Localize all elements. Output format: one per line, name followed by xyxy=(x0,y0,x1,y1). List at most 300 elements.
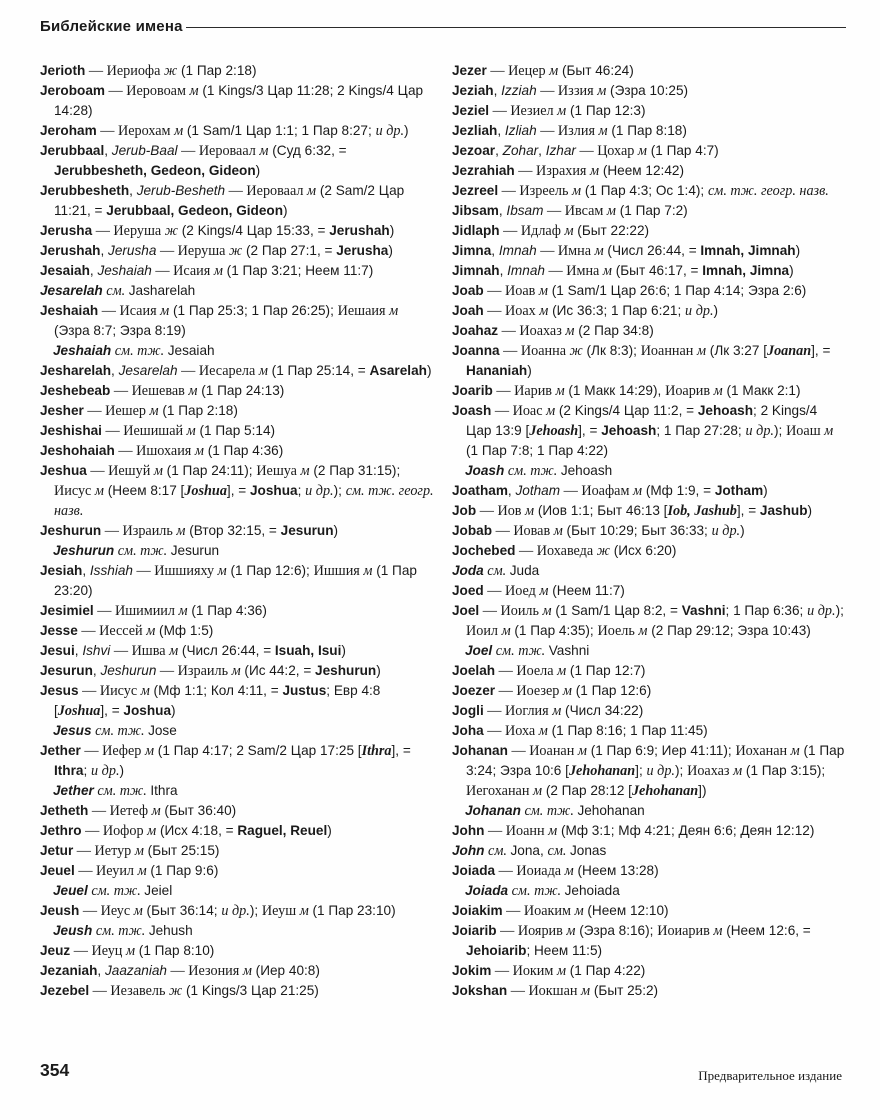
entry-headword: Joed xyxy=(452,583,484,598)
entry-reference: (Лк 3:27 [ xyxy=(706,343,767,358)
entry-reference: ) xyxy=(119,763,125,778)
entry-label: м xyxy=(213,263,223,279)
dictionary-entry xyxy=(452,681,846,701)
entry-kjv-form: Jehoash xyxy=(529,423,579,439)
entry-reference: ]; xyxy=(635,763,647,778)
entry-reference: Vashni xyxy=(548,643,590,658)
dictionary-entry xyxy=(40,381,434,401)
dictionary-entry xyxy=(452,61,846,81)
entry-russian-name: — Иериофа xyxy=(85,63,164,79)
entry-reference: ) xyxy=(341,643,346,658)
entry-headword: Jezreel xyxy=(452,183,499,198)
entry-headword: Jeziah xyxy=(452,83,494,98)
entry-reference: ) xyxy=(389,223,395,238)
entry-label: и др. xyxy=(685,303,714,319)
entry-russian-name: Иеуш xyxy=(261,903,300,919)
entry-cross-reference: Hananiah xyxy=(466,363,528,378)
entry-reference: (1 Пар 4:3; Ос 1:4); xyxy=(581,183,708,198)
entry-cross-reference: Raguel, Reuel xyxy=(237,823,328,838)
entry-reference: (Быт 36:14; xyxy=(142,903,222,918)
dictionary-entry xyxy=(40,901,434,921)
see-also-entry xyxy=(53,881,434,901)
dictionary-entry xyxy=(40,81,434,121)
entry-reference: (1 Пар 12:6) xyxy=(571,683,652,698)
dictionary-entry xyxy=(452,721,846,741)
entry-cross-reference: Jehoash xyxy=(697,403,754,418)
entry-label: м xyxy=(532,783,543,799)
entry-reference: , xyxy=(493,83,502,98)
dictionary-entry xyxy=(40,261,434,281)
entry-reference: (Неем 13:28) xyxy=(573,863,659,878)
entry-russian-name: — Иезиел xyxy=(489,103,558,119)
entry-russian-name: — Иоед xyxy=(483,583,540,599)
entry-kjv-form: Jehohanan xyxy=(631,783,699,799)
entry-russian-name: Иегоханан xyxy=(466,783,533,799)
page-header-title: Библейские имена xyxy=(40,18,183,35)
entry-headword: Jezrahiah xyxy=(452,163,515,178)
entry-russian-name: — Исаия xyxy=(98,303,161,319)
entry-label: и др. xyxy=(646,763,675,779)
dictionary-entry xyxy=(452,921,846,961)
dictionary-entry xyxy=(40,401,434,421)
entry-cross-reference: Jehoiarib xyxy=(466,943,527,958)
entry-russian-name: — Исаия xyxy=(151,263,214,279)
entry-headword: Joash xyxy=(465,463,505,478)
entry-reference: ; 1 Пар 6:36; xyxy=(725,603,808,618)
entry-label: м xyxy=(577,743,587,759)
entry-reference: (1 Пар 24:11); xyxy=(162,463,257,478)
dictionary-entry xyxy=(40,521,434,541)
entry-russian-name: — Изреель xyxy=(498,183,573,199)
entry-variant-name: Jerub-Baal xyxy=(111,143,178,158)
entry-reference: ); xyxy=(674,763,688,778)
entry-russian-name: — Иоаким xyxy=(502,903,575,919)
entry-reference: (2 Пар 28:12 [ xyxy=(542,783,632,798)
entry-label: м xyxy=(153,463,163,479)
entry-label: см. тж. xyxy=(87,883,145,899)
entry-cross-reference: Justus xyxy=(282,683,327,698)
entry-reference: (Быт 36:40) xyxy=(160,803,237,818)
entry-reference: ], = xyxy=(578,423,602,438)
entry-reference: (1 Пар 12:7) xyxy=(566,663,646,678)
entry-reference: (Ис 44:2, = xyxy=(240,663,316,678)
entry-reference: ) xyxy=(795,243,801,258)
entry-headword: John xyxy=(452,843,485,858)
entry-reference: (1 Пар 5:14) xyxy=(195,423,276,438)
see-also-entry xyxy=(465,881,846,901)
entry-headword: Jeshurun xyxy=(53,543,115,558)
entry-reference: (1 Kings/3 Цар 11:28; 2 Kings/4 Цар 14:28) xyxy=(54,83,424,118)
dictionary-entry xyxy=(452,221,846,241)
entry-reference: (2 Пар 34:8) xyxy=(574,323,654,338)
entry-headword: Jerubbaal xyxy=(40,143,105,158)
entry-reference: , xyxy=(491,243,499,258)
entry-cross-reference: Ithra xyxy=(54,763,84,778)
dictionary-entry xyxy=(40,301,434,341)
entry-cross-reference: Jesurun xyxy=(280,523,334,538)
entry-reference: (1 Пар 9:6) xyxy=(146,863,219,878)
entry-label: и др. xyxy=(305,483,334,499)
entry-russian-name: — Иероваал xyxy=(177,143,260,159)
entry-variant-name: Jeshaiah xyxy=(97,263,152,278)
entry-headword: Jesaiah xyxy=(40,263,90,278)
entry-label: м xyxy=(186,423,196,439)
entry-label: ж xyxy=(169,983,183,999)
entry-label: м xyxy=(553,523,563,539)
dictionary-entry xyxy=(40,741,434,781)
entry-russian-name: — Иоах xyxy=(483,303,540,319)
entry-variant-name: Jerusha xyxy=(108,243,157,258)
entry-label: м xyxy=(581,983,591,999)
entry-headword: Joah xyxy=(452,303,484,318)
entry-russian-name: Иоаш xyxy=(786,423,825,439)
entry-russian-name: — Иоким xyxy=(491,963,557,979)
entry-cross-reference: Jerusha xyxy=(336,243,389,258)
entry-russian-name: — Ивсам xyxy=(543,203,607,219)
entry-headword: Jerusha xyxy=(40,223,93,238)
entry-reference: , xyxy=(74,643,83,658)
entry-label: см. тж. xyxy=(520,803,578,819)
entry-reference: (Неем 11:7) xyxy=(548,583,625,598)
entry-reference: (Быт 25:2) xyxy=(590,983,659,998)
dictionary-entry xyxy=(452,401,846,461)
entry-variant-name: Izhar xyxy=(545,143,576,158)
entry-reference: ) xyxy=(740,523,745,538)
entry-label: м xyxy=(572,183,582,199)
entry-russian-name: — Иесарела xyxy=(177,363,259,379)
entry-russian-name: Иисус xyxy=(54,483,95,499)
entry-russian-name: — Иоанн xyxy=(484,823,549,839)
entry-headword: Joiarib xyxy=(452,923,497,938)
entry-reference: (1 Пар 4:17; 2 Sam/2 Цар 17:25 [ xyxy=(154,743,362,758)
entry-label: м xyxy=(259,143,269,159)
dictionary-entry xyxy=(452,541,846,561)
dictionary-entry xyxy=(452,141,846,161)
entry-variant-name: Jerub-Besheth xyxy=(136,183,226,198)
entry-cross-reference: Jerubbaal, Gedeon, Gideon xyxy=(106,203,284,218)
dictionary-entry xyxy=(452,521,846,541)
entry-headword: Jeroboam xyxy=(40,83,105,98)
entry-label: м xyxy=(300,463,310,479)
entry-russian-name: — Иешевав xyxy=(110,383,189,399)
entry-headword: Joel xyxy=(465,643,493,658)
entry-variant-name: Jaazaniah xyxy=(104,963,167,978)
entry-russian-name: — Иеус xyxy=(79,903,134,919)
entry-reference: (Быт 46:17, = xyxy=(611,263,703,278)
dictionary-entry xyxy=(40,821,434,841)
entry-cross-reference: Jerushah xyxy=(329,223,390,238)
entry-reference: ); xyxy=(249,903,262,918)
entry-reference: (Неем 8:17 [ xyxy=(103,483,185,498)
entry-reference: (1 Пар 24:13) xyxy=(197,383,285,398)
entry-reference: ]) xyxy=(698,783,707,798)
entry-label: м xyxy=(638,623,648,639)
entry-reference: (Иер 40:8) xyxy=(251,963,320,978)
entry-reference: ], = xyxy=(391,743,411,758)
entry-label: м xyxy=(125,943,136,959)
dictionary-entry xyxy=(452,301,846,321)
entry-headword: Jezliah xyxy=(452,123,498,138)
dictionary-entry xyxy=(40,601,434,621)
entry-label: м xyxy=(189,83,199,99)
entry-headword: Jeshohaiah xyxy=(40,443,115,458)
entry-label: м xyxy=(538,723,548,739)
dictionary-entry xyxy=(452,341,846,381)
entry-reference: Juda xyxy=(509,563,540,578)
entry-russian-name: — Имна xyxy=(536,243,595,259)
entry-russian-name: — Иоярив xyxy=(496,923,567,939)
entry-reference: (1 Пар 7:2) xyxy=(615,203,688,218)
entry-cross-reference: Asarelah xyxy=(369,363,427,378)
page-header xyxy=(40,18,846,35)
entry-russian-name: — Имна xyxy=(544,263,603,279)
entry-reference: , xyxy=(499,263,508,278)
entry-label: ж xyxy=(163,63,178,79)
entry-reference: (1 Пар 12:6); xyxy=(226,563,314,578)
entry-reference: ) xyxy=(327,823,332,838)
dictionary-entry xyxy=(452,281,846,301)
entry-russian-name: — Иеруша xyxy=(156,243,229,259)
entry-cross-reference: Imnah, Jimnah xyxy=(700,243,796,258)
entry-headword: Jerushah xyxy=(40,243,101,258)
entry-headword: Jeshua xyxy=(40,463,87,478)
entry-label: м xyxy=(542,603,552,619)
entry-reference: (1 Пар 6:9; Иер 41:11); xyxy=(586,743,736,758)
entry-headword: Jesharelah xyxy=(40,363,112,378)
entry-headword: Jimna xyxy=(452,243,492,258)
entry-russian-name: — Иеруша xyxy=(92,223,165,239)
entry-label: м xyxy=(169,643,179,659)
entry-label: м xyxy=(178,603,188,619)
entry-cross-reference: Jashub xyxy=(759,503,808,518)
entry-reference: (2 Sam/2 Цар 11:21, = xyxy=(54,183,405,218)
entry-headword: Jeuel xyxy=(40,863,75,878)
entry-russian-name: — Иисус xyxy=(78,683,141,699)
entry-reference: (1 Пар 8:16; 1 Пар 11:45) xyxy=(547,723,708,738)
entry-reference: ); xyxy=(333,483,346,498)
entry-russian-name: Ишшия xyxy=(313,563,364,579)
entry-label: м xyxy=(556,963,566,979)
entry-label: м xyxy=(552,703,562,719)
entry-reference: ; 2 Kings/4 Цар 13:9 [ xyxy=(466,403,818,438)
entry-russian-name: — Иззия xyxy=(536,83,598,99)
entry-reference: , xyxy=(538,143,546,158)
entry-reference: , xyxy=(498,203,507,218)
entry-reference: (1 Пар 25:14, = xyxy=(267,363,370,378)
entry-headword: Jobab xyxy=(452,523,493,538)
entry-russian-name: — Иероваал xyxy=(225,183,307,199)
entry-reference: (Мф 3:1; Мф 4:21; Деян 6:6; Деян 12:12) xyxy=(557,823,815,838)
entry-headword: Jeuel xyxy=(53,883,88,898)
entry-russian-name: — Иетеф xyxy=(88,803,152,819)
entry-reference: ) xyxy=(763,483,768,498)
entry-russian-name: — Ишшияху xyxy=(132,563,218,579)
entry-headword: Johanan xyxy=(465,803,521,818)
entry-headword: Joiada xyxy=(452,863,496,878)
entry-reference: ) xyxy=(333,523,339,538)
entry-headword: Jesus xyxy=(53,723,92,738)
entry-reference: (2 Пар 27:1, = xyxy=(242,243,337,258)
entry-label: м xyxy=(501,623,511,639)
dictionary-entry xyxy=(40,801,434,821)
entry-label: см. xyxy=(547,843,570,859)
entry-label: м xyxy=(564,863,574,879)
entry-reference: (2 Kings/4 Цар 15:33, = xyxy=(177,223,330,238)
entry-reference: Jehohanan xyxy=(577,803,645,818)
entry-reference: ; xyxy=(297,483,306,498)
entry-headword: Jerioth xyxy=(40,63,86,78)
dictionary-entry xyxy=(452,481,846,501)
entry-reference: Jonas xyxy=(569,843,607,858)
entry-reference: ; Евр 4:8 [ xyxy=(54,683,381,718)
dictionary-entry xyxy=(40,281,434,301)
entry-reference: (1 Пар 3:21; Неем 11:7) xyxy=(222,263,374,278)
entry-headword: Jether xyxy=(40,743,81,758)
entry-headword: Jeush xyxy=(53,923,93,938)
entry-reference: Ithra xyxy=(150,783,178,798)
entry-russian-name: — Иеуц xyxy=(70,943,126,959)
entry-headword: Joda xyxy=(452,563,484,578)
see-also-entry xyxy=(53,721,434,741)
entry-reference: (1 Sam/1 Цар 1:1; 1 Пар 8:27; xyxy=(183,123,376,138)
entry-reference: Jehoiada xyxy=(564,883,620,898)
entry-label: м xyxy=(144,743,155,759)
entry-headword: Jeziel xyxy=(452,103,490,118)
entry-headword: Jimnah xyxy=(452,263,500,278)
entry-reference: (Быт 46:24) xyxy=(558,63,634,78)
entry-reference: , xyxy=(97,963,105,978)
entry-headword: Joiakim xyxy=(452,903,503,918)
entry-russian-name: — Иоиада xyxy=(495,863,565,879)
entry-label: и др. xyxy=(745,423,774,439)
entry-label: м xyxy=(307,183,317,199)
entry-reference: ) xyxy=(789,263,794,278)
entry-reference: ], = xyxy=(100,703,124,718)
entry-russian-name: — Иарив xyxy=(492,383,556,399)
entry-label: м xyxy=(140,683,150,699)
see-also-entry xyxy=(465,461,846,481)
entry-russian-name: — Иешуй xyxy=(86,463,154,479)
entry-label: м xyxy=(133,903,143,919)
entry-label: см. тж. xyxy=(508,883,565,899)
entry-label: см. xyxy=(484,843,511,859)
see-also-entry xyxy=(53,541,434,561)
entry-reference: (2 Пар 31:15); xyxy=(309,463,401,478)
entry-russian-name: — Иоахаз xyxy=(498,323,566,339)
entry-headword: Jesus xyxy=(40,683,79,698)
entry-headword: Joatham xyxy=(452,483,508,498)
entry-kjv-form: Iob, Jashub xyxy=(667,503,737,519)
entry-reference: , xyxy=(104,143,112,158)
entry-russian-name: — Иоглия xyxy=(483,703,553,719)
entry-reference: Jesurun xyxy=(170,543,220,558)
entry-headword: Joab xyxy=(452,283,484,298)
entry-reference: , xyxy=(495,143,503,158)
entry-russian-name: — Ишохаия xyxy=(114,443,195,459)
entry-label: м xyxy=(555,383,565,399)
entry-reference: (1 Макк 2:1) xyxy=(722,383,801,398)
entry-label: см. тж. xyxy=(504,463,561,479)
entry-label: м xyxy=(566,923,576,939)
entry-reference: , xyxy=(111,363,119,378)
dictionary-entry xyxy=(40,421,434,441)
dictionary-entry xyxy=(452,501,846,521)
entry-variant-name: Ishvi xyxy=(82,643,111,658)
entry-reference: ) xyxy=(426,363,432,378)
entry-russian-name: — Иов xyxy=(476,503,526,519)
entry-russian-name: — Иохаведа xyxy=(515,543,597,559)
entry-cross-reference: Vashni xyxy=(681,603,726,618)
entry-headword: Jeshaiah xyxy=(40,303,99,318)
entry-reference: (1 Пар 4:22) xyxy=(566,963,646,978)
entry-russian-name: — Иоанан xyxy=(507,743,578,759)
see-also-entry xyxy=(53,921,434,941)
entry-cross-reference: Isuah, Isui xyxy=(274,643,342,658)
entry-reference: ; 1 Пар 27:28; xyxy=(656,423,746,438)
dictionary-entry xyxy=(452,701,846,721)
entry-russian-name: — Иоела xyxy=(495,663,558,679)
entry-reference: (1 Пар 8:10) xyxy=(135,943,215,958)
entry-headword: Jesurun xyxy=(40,663,93,678)
entry-headword: Jibsam xyxy=(452,203,499,218)
dictionary-entry xyxy=(40,981,434,1001)
dictionary-entry xyxy=(40,241,434,261)
entry-kjv-form: Jehohanan xyxy=(568,763,636,779)
entry-reference: ) xyxy=(713,303,719,318)
entry-label: м xyxy=(606,203,616,219)
entry-headword: Joel xyxy=(452,603,480,618)
entry-kjv-form: Joanan xyxy=(766,343,812,359)
entry-russian-name: — Иефер xyxy=(80,743,145,759)
entry-label: м xyxy=(562,683,572,699)
entry-reference: (Эзра 8:7; Эзра 8:19) xyxy=(54,323,186,338)
entry-reference: (Втор 32:15, = xyxy=(185,523,281,538)
entry-kjv-form: Joshua xyxy=(184,483,227,499)
page-number: 354 xyxy=(40,1060,70,1080)
entry-russian-name: — Иоанна xyxy=(499,343,570,359)
dictionary-entry xyxy=(452,321,846,341)
entry-label: ж xyxy=(228,243,243,259)
entry-label: м xyxy=(539,583,549,599)
entry-label: м xyxy=(94,483,104,499)
see-also-entry xyxy=(53,781,434,801)
entry-reference: (Эзра 8:16); xyxy=(575,923,658,938)
entry-russian-name: — Иоас xyxy=(491,403,547,419)
dictionary-entry xyxy=(40,361,434,381)
entry-label: м xyxy=(546,403,556,419)
entry-reference: (1 Пар 4:35); xyxy=(510,623,598,638)
entry-label: см. xyxy=(483,563,510,579)
entry-label: см. тж. xyxy=(114,543,171,559)
entry-reference: , xyxy=(539,843,548,858)
entry-variant-name: Jotham xyxy=(515,483,561,498)
entry-reference: , xyxy=(497,123,505,138)
entry-reference: (Быт 25:15) xyxy=(143,843,220,858)
entry-headword: Jezer xyxy=(452,63,487,78)
entry-cross-reference: Jerubbesheth, Gedeon, Gideon xyxy=(54,163,256,178)
entry-label: м xyxy=(525,503,535,519)
entry-russian-name: — Цохар xyxy=(575,143,638,159)
entry-reference: (1 Пар 2:18) xyxy=(158,403,238,418)
entry-label: см. xyxy=(102,283,129,299)
see-also-entry xyxy=(465,801,846,821)
dictionary-entry xyxy=(452,981,846,1001)
entry-reference: (1 Sam/1 Цар 26:6; 1 Пар 4:14; Эзра 2:6) xyxy=(547,283,807,298)
entry-label: м xyxy=(564,223,574,239)
entry-label: м xyxy=(696,343,707,359)
entry-reference: (Иов 1:1; Быт 46:13 [ xyxy=(534,503,668,518)
dictionary-entry xyxy=(40,221,434,241)
